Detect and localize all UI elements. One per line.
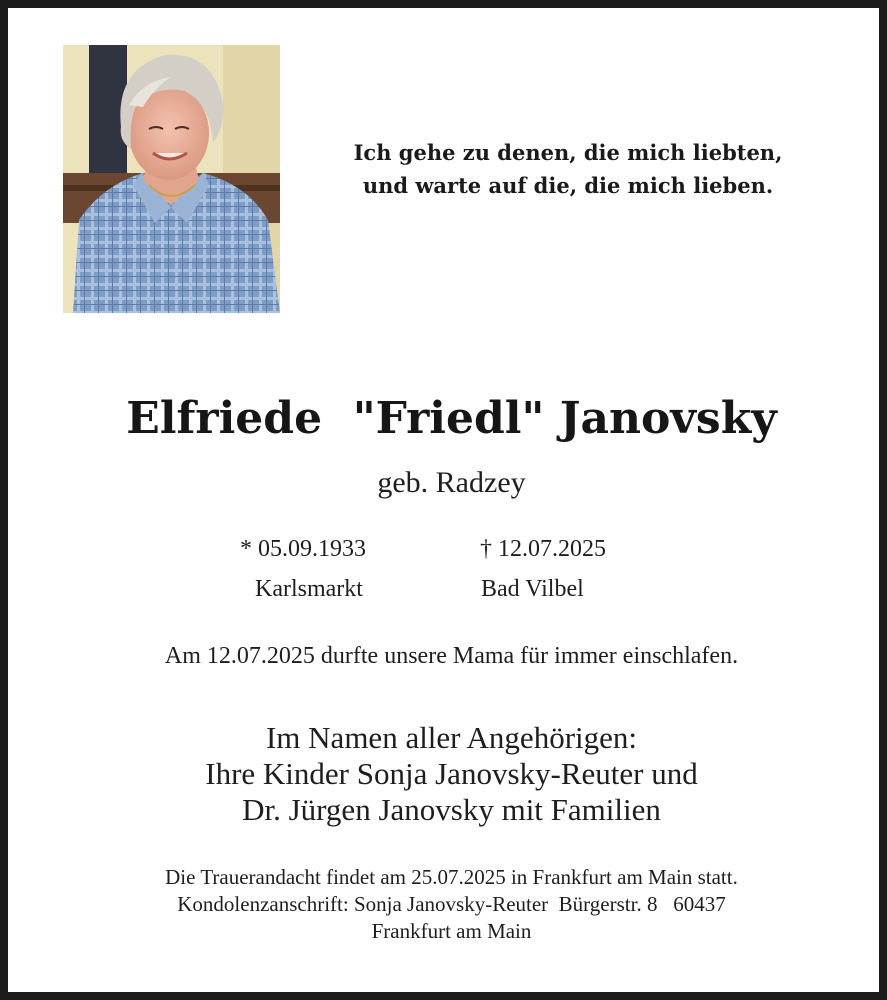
family-line-3: Dr. Jürgen Janovsky mit Familien xyxy=(242,792,661,827)
portrait-photo xyxy=(63,45,280,313)
death-date: † 12.07.2025 xyxy=(480,536,606,562)
motto-quote xyxy=(308,136,828,202)
family-line-1: Im Namen aller Angehörigen: xyxy=(265,720,638,755)
family-line-2: Ihre Kinder Sonja Janovsky-Reuter und xyxy=(205,756,698,791)
service-line-1: Die Trauerandacht findet am 25.07.2025 in Frankfurt am Main statt. xyxy=(165,865,738,889)
announcement-text: Am 12.07.2025 durfte unsere Mama für immer einschlafen. xyxy=(164,643,739,669)
deceased-name: Elfriede "Friedl" Janovsky xyxy=(126,393,777,444)
motto-line-1: Ich gehe zu denen, die mich liebten, xyxy=(353,140,783,165)
service-line-3: Frankfurt am Main xyxy=(371,919,532,943)
service-line-2: Kondolenzanschrift: Sonja Janovsky-Reuter Bürgerstr. 8 60437 xyxy=(177,892,726,916)
birth-place: Karlsmarkt xyxy=(255,576,363,602)
motto-line-2: und warte auf die, die mich lieben. xyxy=(362,173,774,198)
service-info xyxy=(8,864,887,945)
birth-date: * 05.09.1933 xyxy=(240,536,366,562)
death-place: Bad Vilbel xyxy=(481,576,584,602)
family-signature xyxy=(8,720,887,828)
maiden-name: geb. Radzey xyxy=(377,466,526,499)
